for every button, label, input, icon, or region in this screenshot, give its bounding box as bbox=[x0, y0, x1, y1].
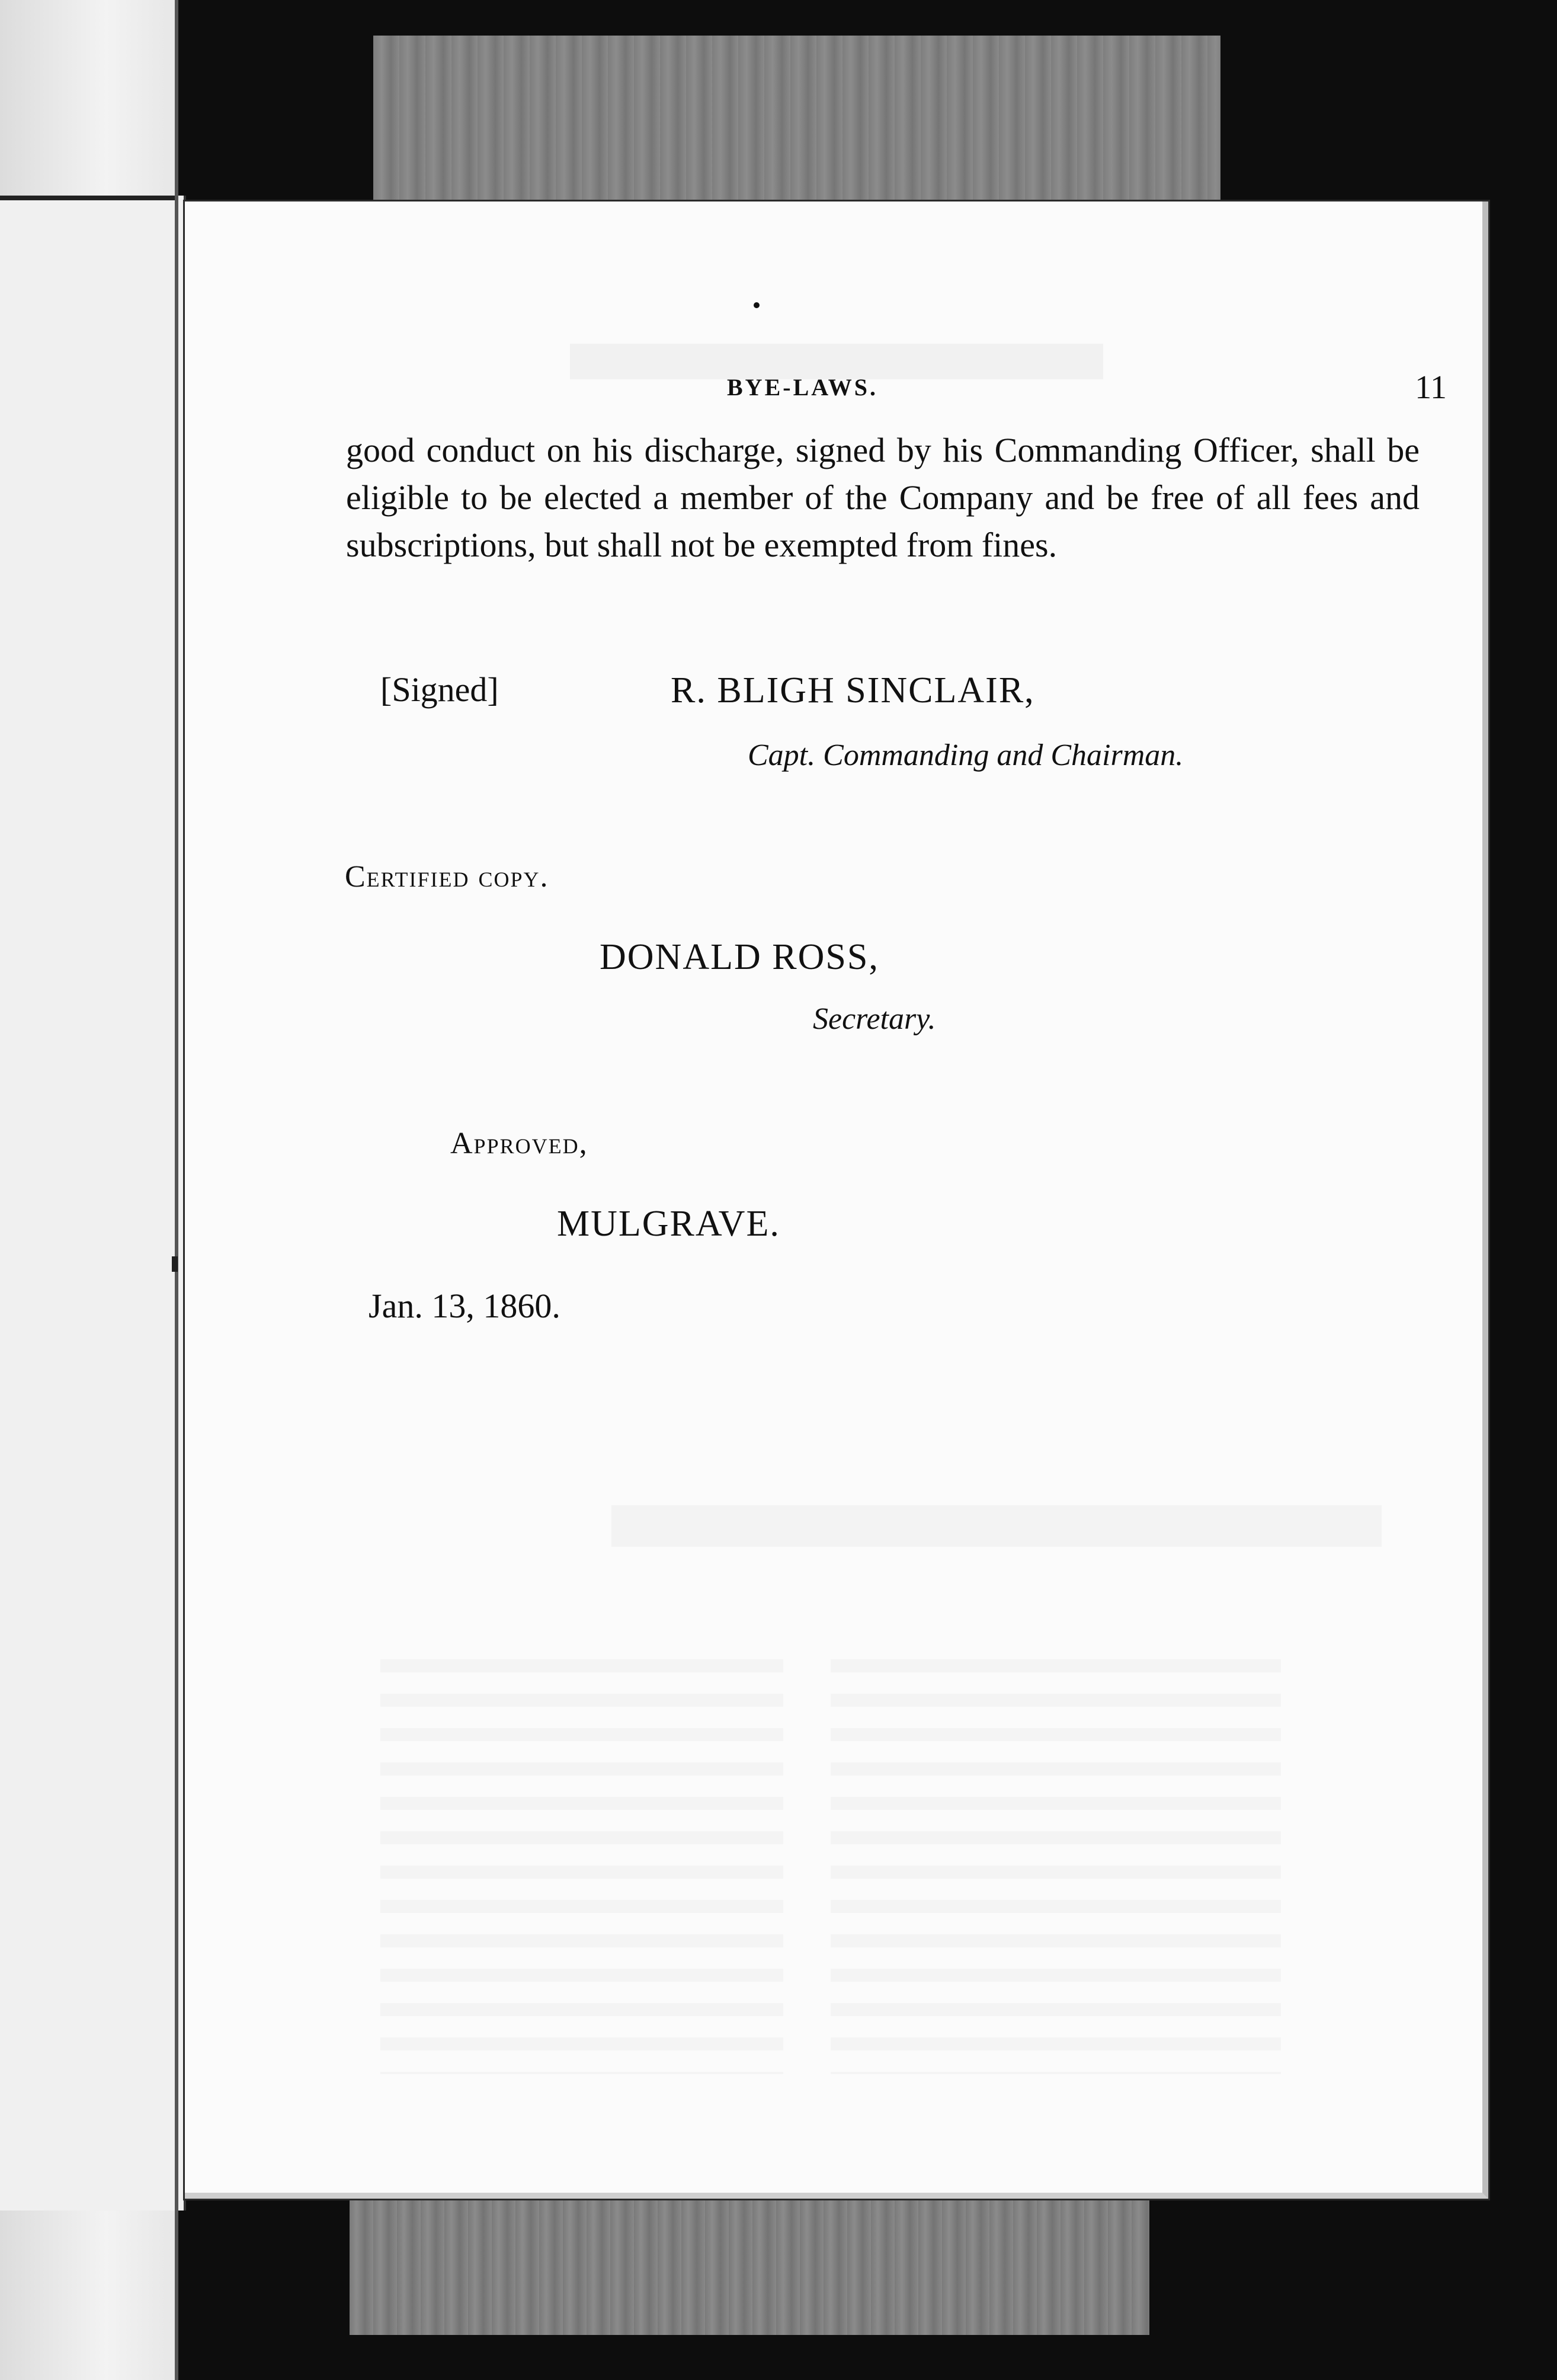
signer-title: Capt. Commanding and Chairman. bbox=[748, 738, 1184, 772]
document-date: Jan. 13, 1860. bbox=[369, 1287, 560, 1325]
facing-page-edge bbox=[0, 196, 186, 2211]
certified-copy-label: Certified copy. bbox=[345, 860, 549, 894]
approved-label: Approved, bbox=[450, 1127, 588, 1160]
page-number: 11 bbox=[1415, 369, 1447, 406]
book-fold bbox=[175, 0, 178, 2380]
bleed-through-block bbox=[380, 1659, 783, 2074]
signer-name: R. BLIGH SINCLAIR, bbox=[671, 670, 1035, 711]
document-page bbox=[185, 201, 1488, 2199]
scanner-background-top bbox=[373, 36, 1220, 213]
bleed-through-block bbox=[611, 1505, 1382, 1547]
bleed-through-block bbox=[831, 1659, 1281, 2074]
secretary-name: DONALD ROSS, bbox=[600, 937, 879, 977]
printer-mark bbox=[754, 302, 760, 308]
body-paragraph: good conduct on his discharge, signed by his Commanding Officer, shall be eligible to be elected a member of the Company and be free of all fees and subscriptions, but shall not be exempted from fines. bbox=[346, 431, 1420, 564]
facing-page-mark bbox=[172, 1256, 178, 1272]
facing-page-shadow bbox=[0, 196, 178, 200]
secretary-title: Secretary. bbox=[813, 1002, 936, 1036]
approver-name: MULGRAVE. bbox=[557, 1204, 780, 1244]
scanner-background-bottom bbox=[350, 2193, 1149, 2335]
signed-label: [Signed] bbox=[380, 670, 499, 709]
running-head: BYE-LAWS. bbox=[727, 374, 878, 401]
